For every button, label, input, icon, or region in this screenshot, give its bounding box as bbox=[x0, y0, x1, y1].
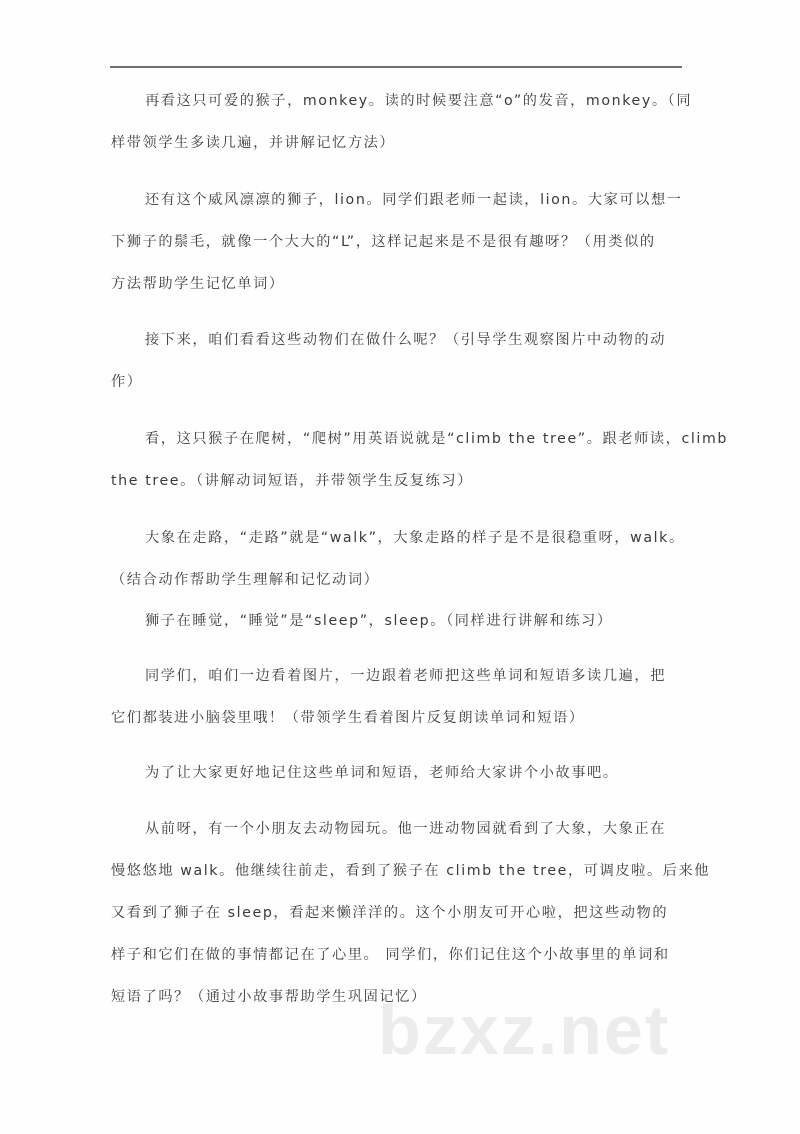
header-rule bbox=[110, 66, 682, 68]
paragraph-climb-tree bbox=[111, 418, 728, 502]
paragraph-monkey bbox=[111, 80, 693, 164]
text-line: （结合动作帮助学生理解和记忆动词） bbox=[111, 572, 380, 588]
text-line: 同学们，咱们一边看着图片，一边跟着老师把这些单词和短语多读几遍，把 bbox=[145, 668, 666, 684]
text-line: 样带领学生多读几遍，并讲解记忆方法） bbox=[111, 135, 396, 151]
text-line: 短语了吗？（通过小故事帮助学生巩固记忆） bbox=[111, 989, 427, 1005]
text-line: 再看这只可爱的猴子，monkey。读的时候要注意“o”的发音，monkey。（同 bbox=[145, 93, 693, 109]
paragraph-sleep bbox=[111, 600, 681, 642]
watermark: bzxz.net bbox=[378, 991, 671, 1069]
text-line: 接下来，咱们看看这些动物们在做什么呢？（引导学生观察图片中动物的动 bbox=[145, 332, 666, 348]
text-line: the tree。（讲解动词短语，并带领学生反复练习） bbox=[111, 473, 473, 489]
paragraph-read-together bbox=[111, 655, 681, 739]
text-line: 从前呀，有一个小朋友去动物园玩。他一进动物园就看到了大象，大象正在 bbox=[145, 821, 666, 837]
text-line: 大象在走路，“走路”就是“walk”，大象走路的样子是不是很稳重呀，walk。 bbox=[145, 530, 685, 546]
text-line: 作） bbox=[111, 374, 143, 390]
text-line: 样子和它们在做的事情都记在了心里。 同学们，你们记住这个小故事里的单词和 bbox=[111, 947, 670, 963]
paragraph-what-doing bbox=[111, 319, 681, 403]
text-line: 看，这只猴子在爬树，“爬树”用英语说就是“climb the tree”。跟老师读，climb bbox=[145, 431, 728, 447]
text-line: 狮子在睡觉，“睡觉”是“sleep”，sleep。（同样进行讲解和练习） bbox=[145, 613, 613, 629]
paragraph-story bbox=[111, 808, 711, 1018]
text-line: 又看到了狮子在 sleep，看起来懒洋洋的。这个小朋友可开心啦，把这些动物的 bbox=[111, 905, 669, 921]
paragraph-walk bbox=[111, 517, 685, 601]
text-line: 它们都装进小脑袋里哦！（带领学生看着图片反复朗读单词和短语） bbox=[111, 710, 585, 726]
text-line: 还有这个威风凛凛的狮子，lion。同学们跟老师一起读，lion。大家可以想一 bbox=[145, 192, 683, 208]
text-line: 下狮子的鬃毛，就像一个大大的“L”，这样记起来是不是很有趣呀？（用类似的 bbox=[111, 234, 656, 250]
text-line: 方法帮助学生记忆单词） bbox=[111, 276, 285, 292]
text-line: 为了让大家更好地记住这些单词和短语，老师给大家讲个小故事吧。 bbox=[145, 765, 619, 781]
paragraph-story-intro bbox=[111, 752, 681, 794]
paragraph-lion bbox=[111, 179, 681, 305]
text-line: 慢悠悠地 walk。他继续往前走，看到了猴子在 climb the tree，可调皮啦。后来他 bbox=[111, 863, 711, 879]
